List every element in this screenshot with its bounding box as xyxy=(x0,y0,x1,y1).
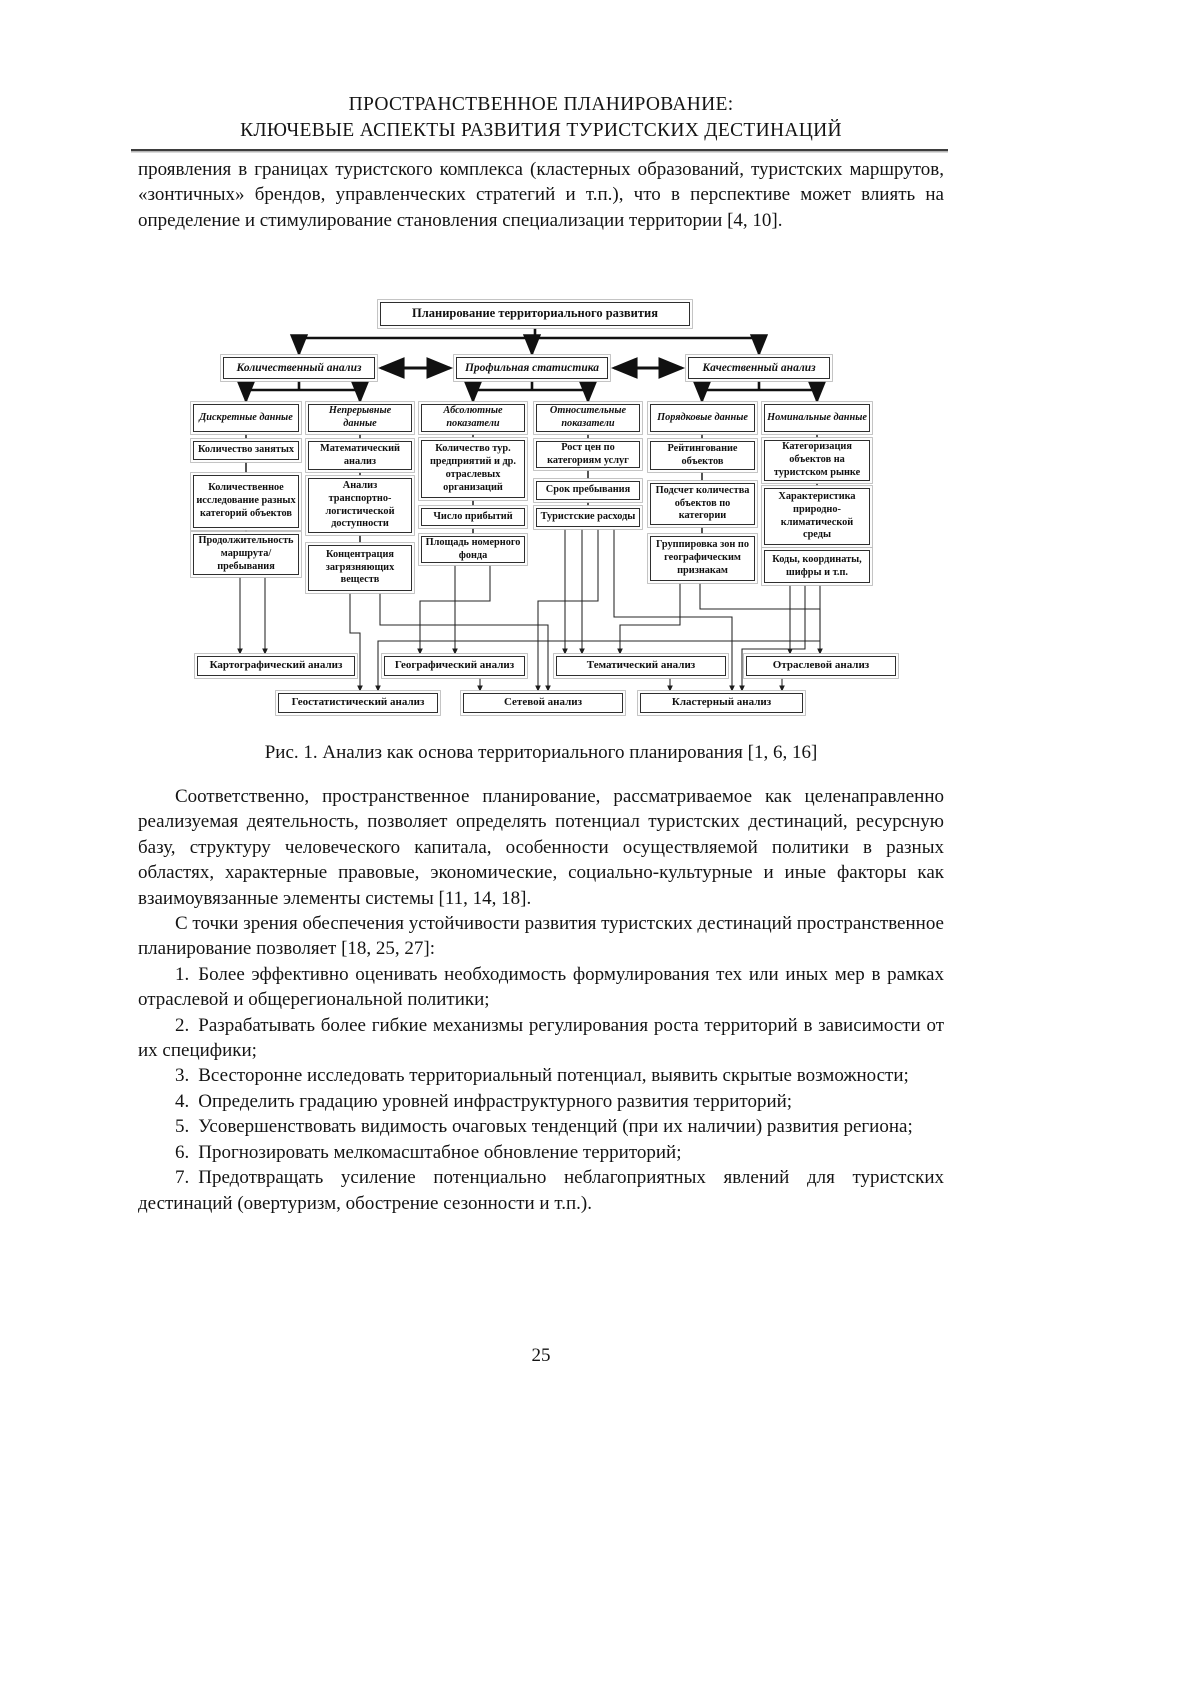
diagram-level2-box: Качественный анализ xyxy=(688,357,830,379)
diagram-item-box: Характеристика природно-климатической среды xyxy=(764,488,870,545)
header-line-2: КЛЮЧЕВЫЕ АСПЕКТЫ РАЗВИТИЯ ТУРИСТСКИХ ДЕСТИНАЦИЙ xyxy=(240,120,842,141)
body-paragraph: Соответственно, пространственное планирование, рассматриваемое как целенаправленно реализуемая деятельность, позволяет определять потенциал туристских дестинаций, ресурсную базу, структуру человеческого капитала, особенности осуществляемой политики в разных областях, характерные правовые, экономические, социально-культурные и иные факторы как взаимоувязанные элементы системы [11, 14, 18]. xyxy=(138,786,944,909)
diagram-analysis-box: Тематический анализ xyxy=(556,656,726,676)
diagram-col-header: Дискретные данные xyxy=(193,404,299,432)
diagram-item-box: Туристские расходы xyxy=(536,508,640,527)
diagram-analysis-box: Картографический анализ xyxy=(197,656,355,676)
diagram-item-box: Анализ транспортно-логистической доступности xyxy=(308,478,412,533)
header-line-1: ПРОСТРАНСТВЕННОЕ ПЛАНИРОВАНИЕ: xyxy=(348,94,734,115)
diagram-item-box: Площадь номерного фонда xyxy=(421,536,525,563)
diagram-item-box: Число прибытий xyxy=(421,508,525,526)
figure-1-diagram xyxy=(170,295,910,725)
body-paragraph: С точки зрения обеспечения устойчивости развития туристских дестинаций пространственное планирование позволяет [18, 25, 27]: xyxy=(138,913,944,960)
diagram-item-box: Количество занятых xyxy=(193,441,299,460)
diagram-analysis-box: Геостатистический анализ xyxy=(278,693,438,713)
diagram-item-box: Продолжительность маршрута/ пребывания xyxy=(193,534,299,575)
list-item-number: 5. xyxy=(175,1116,190,1138)
page-header xyxy=(138,92,944,144)
diagram-col-header: Абсолютные показатели xyxy=(421,404,525,432)
list-item xyxy=(138,1089,944,1114)
intro-block xyxy=(138,157,944,233)
list-item-number: 6. xyxy=(175,1141,190,1163)
diagram-item-box: Коды, координаты, шифры и т.п. xyxy=(764,550,870,583)
list-item-text: Более эффективно оценивать необходимость формулирования тех или иных мер в рамках отраслевой и общерегиональной политики; xyxy=(138,963,944,1011)
page-number: 25 xyxy=(531,1345,551,1366)
diagram-item-box: Группировка зон по географическим признакам xyxy=(650,536,755,581)
diagram-analysis-box: Отраслевой анализ xyxy=(746,656,896,676)
diagram-col-header: Номинальные данные xyxy=(764,404,870,432)
list-item-text: Усовершенствовать видимость очаговых тенденций (при их наличии) развития региона; xyxy=(198,1116,913,1138)
list-item-text: Определить градацию уровней инфраструктурного развития территорий; xyxy=(198,1090,793,1112)
intro-paragraph: проявления в границах туристского комплекса (кластерных образований, туристских маршрутов, «зонтичных» брендов, управленческих стратегий и т.п.), что в перспективе может влиять на определение и стимулирование становления специализации территории [4, 10]. xyxy=(138,159,944,231)
diagram-item-box: Количество тур. предприятий и др. отраслевых организаций xyxy=(421,440,525,498)
figure-caption: Рис. 1. Анализ как основа территориального планирования [1, 6, 16] xyxy=(264,742,818,763)
diagram-col-header: Непрерывные данные xyxy=(308,404,412,432)
list-item xyxy=(138,1114,944,1139)
list-item xyxy=(138,962,944,1013)
list-item-number: 2. xyxy=(175,1014,190,1036)
diagram-col-header: Порядковые данные xyxy=(650,404,755,432)
list-item-number: 4. xyxy=(175,1090,190,1112)
body-text-block xyxy=(138,784,944,1216)
header-rule xyxy=(131,149,948,151)
diagram-item-box: Рост цен по категориям услуг xyxy=(536,441,640,468)
list-item-number: 3. xyxy=(175,1065,190,1087)
list-item xyxy=(138,1013,944,1064)
list-item xyxy=(138,1165,944,1216)
diagram-item-box: Математический анализ xyxy=(308,441,412,470)
list-item xyxy=(138,1140,944,1165)
list-item-text: Прогнозировать мелкомасштабное обновление территорий; xyxy=(198,1141,682,1163)
list-item-text: Предотвращать усиление потенциально неблагоприятных явлений для туристских дестинаций (овертуризм, обострение сезонности и т.п.). xyxy=(138,1167,944,1214)
diagram-col-header: Относительные показатели xyxy=(536,404,640,432)
diagram-item-box: Количественное исследование разных категорий объектов xyxy=(193,475,299,528)
list-item-text: Всесторонне исследовать территориальный потенциал, выявить скрытые возможности; xyxy=(198,1065,909,1087)
diagram-analysis-box: Географический анализ xyxy=(384,656,525,676)
diagram-level2-box: Количественный анализ xyxy=(223,357,375,379)
diagram-item-box: Рейтингование объектов xyxy=(650,441,755,470)
diagram-root-box: Планирование территориального развития xyxy=(380,302,690,326)
diagram-analysis-box: Сетевой анализ xyxy=(463,693,623,713)
list-item-number: 1. xyxy=(175,963,190,985)
list-item-number: 7. xyxy=(175,1167,190,1189)
list-item xyxy=(138,1063,944,1088)
diagram-item-box: Подсчет количества объектов по категории xyxy=(650,483,755,525)
diagram-item-box: Концентрация загрязняющих веществ xyxy=(308,545,412,591)
diagram-level2-box: Профильная статистика xyxy=(456,357,608,379)
diagram-item-box: Категоризация объектов на туристском рынке xyxy=(764,440,870,481)
diagram-analysis-box: Кластерный анализ xyxy=(640,693,803,713)
diagram-item-box: Срок пребывания xyxy=(536,481,640,500)
list-item-text: Разрабатывать более гибкие механизмы регулирования роста территорий в зависимости от их специфики; xyxy=(138,1014,944,1062)
